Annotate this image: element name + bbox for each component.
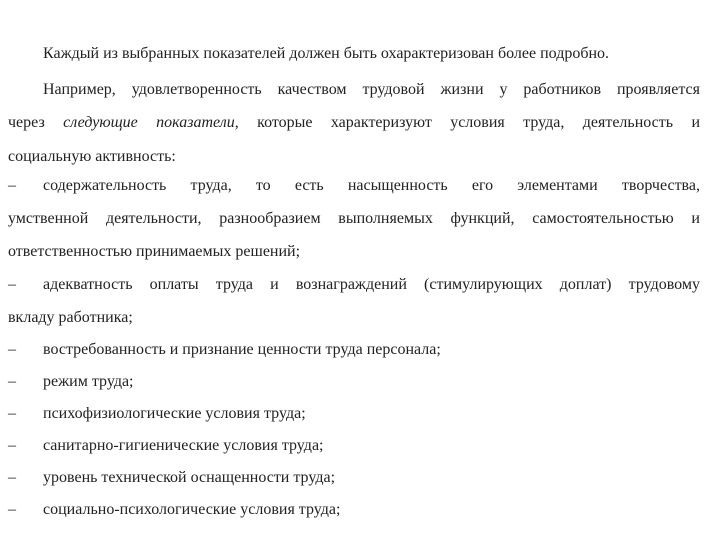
list-item-1-line-3: ответственностью принимаемых решений;	[8, 243, 301, 260]
list-item: социально-психологические условия труда;	[43, 501, 341, 518]
list-bullet: –	[8, 437, 16, 454]
list-bullet: –	[8, 405, 16, 422]
list-item-1-line-2: умственной деятельности, разнообразием выполняемых функций, самостоятельностью и	[8, 210, 700, 227]
list-bullet: –	[8, 177, 16, 194]
text-run: , которые характеризуют условия труда, деятельность и	[234, 114, 701, 131]
paragraph-example-line-2	[8, 113, 700, 133]
list-bullet: –	[8, 501, 16, 518]
italic-text-run: следующие показатели	[63, 114, 235, 131]
list-item: уровень технической оснащенности труда;	[43, 469, 336, 486]
list-item: санитарно-гигиенические условия труда;	[43, 437, 324, 454]
paragraph-example-line-1: Например, удовлетворенность качеством трудовой жизни у работников проявляется	[43, 81, 700, 98]
list-bullet: –	[8, 341, 16, 358]
list-item-2-line-1: адекватность оплаты труда и вознаграждений (стимулирующих доплат) трудовому	[43, 276, 700, 293]
paragraph-intro: Каждый из выбранных показателей должен быть охарактеризован более подробно.	[43, 45, 610, 62]
list-bullet: –	[8, 276, 16, 293]
list-bullet: –	[8, 469, 16, 486]
list-item-1-line-1: содержательность труда, то есть насыщенность его элементами творчества,	[43, 177, 700, 194]
list-item: психофизиологические условия труда;	[43, 405, 306, 422]
list-item-2-line-2: вкладу работника;	[8, 309, 133, 326]
list-item: востребованность и признание ценности труда персонала;	[43, 341, 441, 358]
list-bullet: –	[8, 373, 16, 390]
list-item: режим труда;	[43, 373, 134, 390]
text-run: через	[8, 114, 64, 131]
paragraph-example-line-3: социальную активность:	[8, 148, 176, 165]
